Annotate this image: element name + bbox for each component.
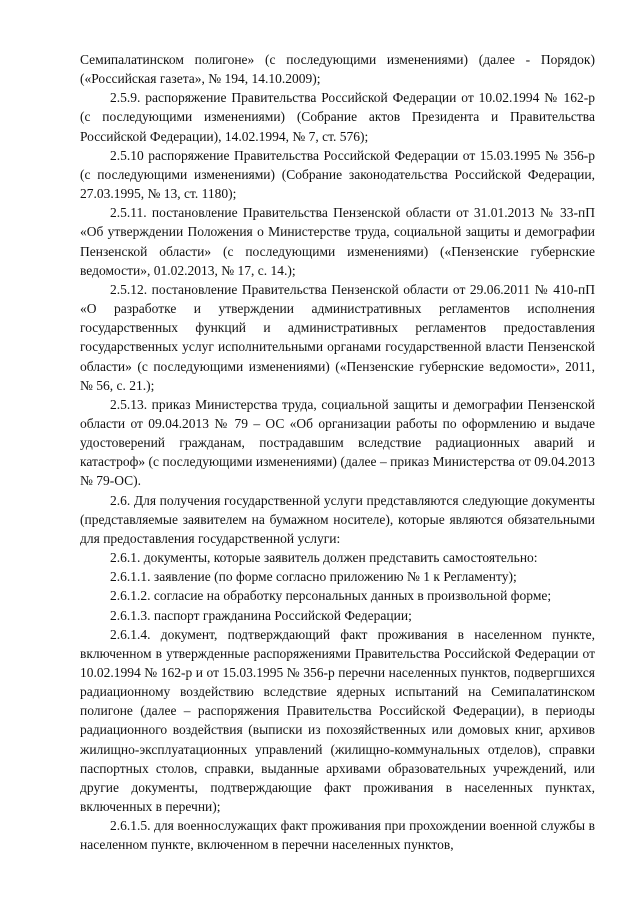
paragraph-2-6-1-3: 2.6.1.3. паспорт гражданина Российской Федерации; bbox=[110, 607, 412, 623]
paragraph-2-5-9: 2.5.9. распоряжение Правительства Российской Федерации от 10.02.1994 № 162-р (с последующими изменениями) (Собрание актов Президента и Правительства Российской Федерации), 14.02.1994, № 7, ст. 576); bbox=[80, 90, 595, 144]
paragraph-porядок-continuation: Семипалатинском полигоне» (с последующими изменениями) (далее - Порядок) («Российская газета», № 194, 14.10.2009); bbox=[80, 52, 595, 87]
paragraph-2-5-10: 2.5.10 распоряжение Правительства Российской Федерации от 15.03.1995 № 356-р (с последующими изменениями) (Собрание законодательства Российской Федерации, 27.03.1995, № 13, ст. 1180); bbox=[80, 147, 595, 202]
paragraph-2-6-1-5: 2.6.1.5. для военнослужащих факт проживания при прохождении военной службы в населенном пункте, включенном в перечни населенных пунктов, bbox=[80, 818, 595, 853]
paragraph-2-6-1: 2.6.1. документы, которые заявитель должен представить самостоятельно: bbox=[110, 550, 538, 566]
paragraph-2-6-1-2: 2.6.1.2. согласие на обработку персональных данных в произвольной форме; bbox=[110, 588, 552, 604]
paragraph-2-5-11: 2.5.11. постановление Правительства Пензенской области от 31.01.2013 № 33-пП «Об утверждении Положения о Министерстве труда, социальной защиты и демографии Пензенской области» (с последующими изменениями) («Пензенские губернские ведомости», 01.02.2013, № 17, с. 14.); bbox=[80, 205, 595, 278]
document-body bbox=[80, 50, 595, 855]
paragraph-2-6: 2.6. Для получения государственной услуги представляются следующие документы (представляемые заявителем на бумажном носителе), которые являются обязательными для предоставления государственной услуги: bbox=[80, 492, 595, 546]
paragraph-2-5-13: 2.5.13. приказ Министерства труда, социальной защиты и демографии Пензенской области от 09.04.2013 № 79 – ОС «Об организации работы по оформлению и выдаче удостоверений гражданам, пострадавшим вследствие радиационных аварий и катастроф» (с последующими изменениями) (далее – приказ Министерства от 09.04.2013 № 79-ОС). bbox=[80, 396, 595, 489]
paragraph-2-6-1-1: 2.6.1.1. заявление (по форме согласно приложению № 1 к Регламенту); bbox=[110, 569, 517, 585]
paragraph-2-5-12: 2.5.12. постановление Правительства Пензенской области от 29.06.2011 № 410-пП «О разработке и утверждении административных регламентов исполнения государственных функций и административных регламентов предоставления государственных услуг исполнительными органами государственной власти Пензенской области» (с последующими изменениями) («Пензенские губернские ведомости», 2011, № 56, с. 21.); bbox=[80, 281, 595, 393]
paragraph-2-6-1-4: 2.6.1.4. документ, подтверждающий факт проживания в населенном пункте, включенном в утвержденные распоряжениями Правительства Российской Федерации от 10.02.1994 № 162-р и от 15.03.1995 № 356-р перечни населенных пунктов, подвергшихся радиационному воздействию вследствие ядерных испытаний на Семипалатинском полигоне (далее – распоряжения Правительства Российской Федерации), в периоды радиационного воздействия (выписки из похозяйственных или домовых книг, архивов жилищно-эксплуатационных управлений (жилищно-коммунальных отделов), справки паспортных столов, справки, выданные архивами образовательных учреждений, или другие документы, подтверждающие факт проживания в населенных пунктах, включенных в перечни); bbox=[80, 626, 595, 815]
